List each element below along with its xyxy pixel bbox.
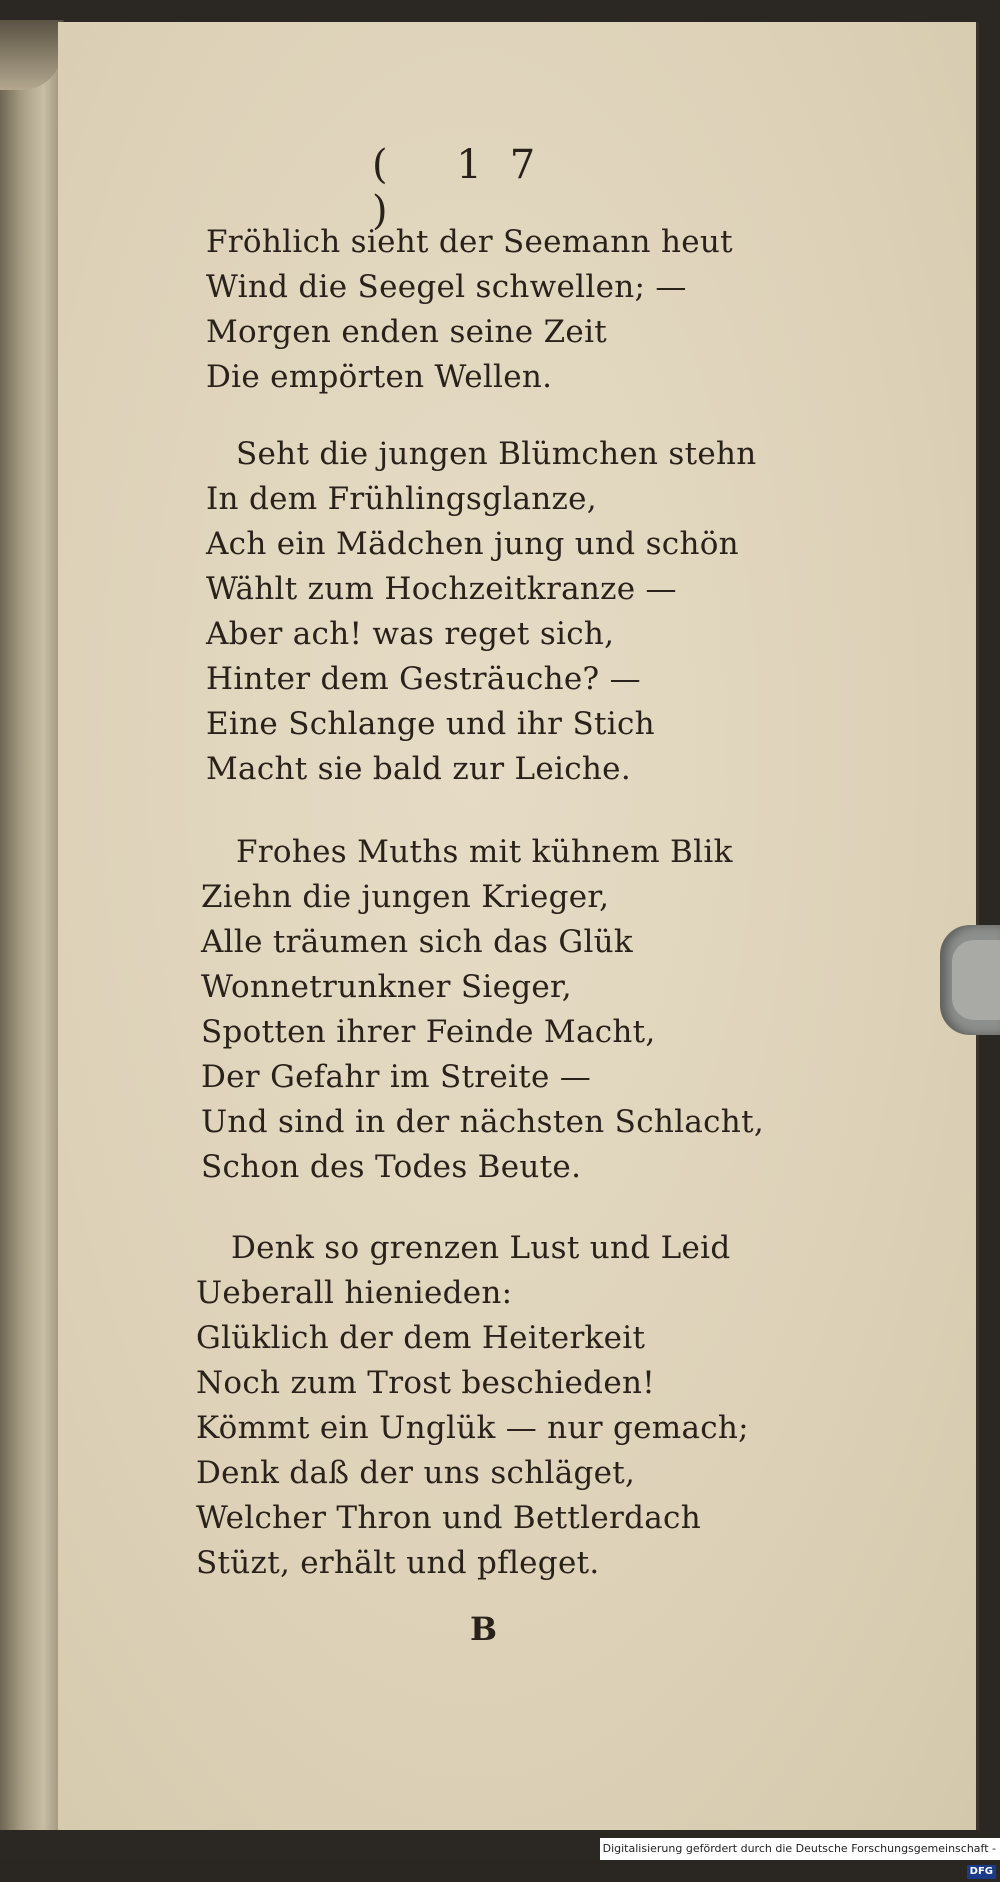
stanza-2 <box>196 432 816 792</box>
poem-line: Eine Schlange und ihr Stich <box>206 706 655 742</box>
digitization-credit <box>600 1838 1000 1877</box>
poem-line: Wonnetrunkner Sieger, <box>201 969 572 1005</box>
poem-line: Ueberall hienieden: <box>196 1275 513 1311</box>
signature-mark: B <box>470 1610 498 1648</box>
poem-line: Hinter dem Gesträuche? — <box>206 661 641 697</box>
stanza-3 <box>196 830 816 1190</box>
poem-line: Wählt zum Hochzeitkranze — <box>206 571 677 607</box>
page-clip-inner <box>952 940 1000 1020</box>
poem-line: Und sind in der nächsten Schlacht, <box>201 1104 764 1140</box>
poem-line: Aber ach! was reget sich, <box>206 616 615 652</box>
poem-line: Morgen enden seine Zeit <box>206 314 608 350</box>
poem-line: Stüzt, erhält und pfleget. <box>196 1545 600 1581</box>
poem-line: Glüklich der dem Heiterkeit <box>196 1320 646 1356</box>
poem-line: In dem Frühlingsglanze, <box>206 481 597 517</box>
page-number: ( 17 ) <box>372 142 564 234</box>
poem-line: Schon des Todes Beute. <box>201 1149 582 1185</box>
poem-line: Seht die jungen Blümchen stehn <box>236 436 757 472</box>
poem-line: Frohes Muths mit kühnem Blik <box>236 834 733 870</box>
poem-line: Denk daß der uns schläget, <box>196 1455 636 1491</box>
left-page-edge <box>0 20 64 1830</box>
poem-line: Spotten ihrer Feinde Macht, <box>201 1014 656 1050</box>
poem-line: Der Gefahr im Streite — <box>201 1059 592 1095</box>
poem-line: Ach ein Mädchen jung und schön <box>206 526 739 562</box>
poem-line: Fröhlich sieht der Seemann heut <box>206 224 733 260</box>
dfg-logo: DFG <box>967 1865 996 1879</box>
stanza-4 <box>196 1226 816 1586</box>
stanza-1 <box>196 220 816 400</box>
poem-line: Die empörten Wellen. <box>206 359 553 395</box>
credit-text: Digitalisierung gefördert durch die Deutsche Forschungsgemeinschaft - <box>602 1842 996 1855</box>
poem-line: Kömmt ein Unglük — nur gemach; <box>196 1410 749 1446</box>
poem-line: Wind die Seegel schwellen; — <box>206 269 687 305</box>
poem-line: Macht sie bald zur Leiche. <box>206 751 631 787</box>
poem-line: Welcher Thron und Bettlerdach <box>196 1500 701 1536</box>
poem-line: Denk so grenzen Lust und Leid <box>231 1230 731 1266</box>
poem-line: Ziehn die jungen Krieger, <box>201 879 610 915</box>
poem-line: Noch zum Trost beschieden! <box>196 1365 655 1401</box>
poem-line: Alle träumen sich das Glük <box>201 924 634 960</box>
